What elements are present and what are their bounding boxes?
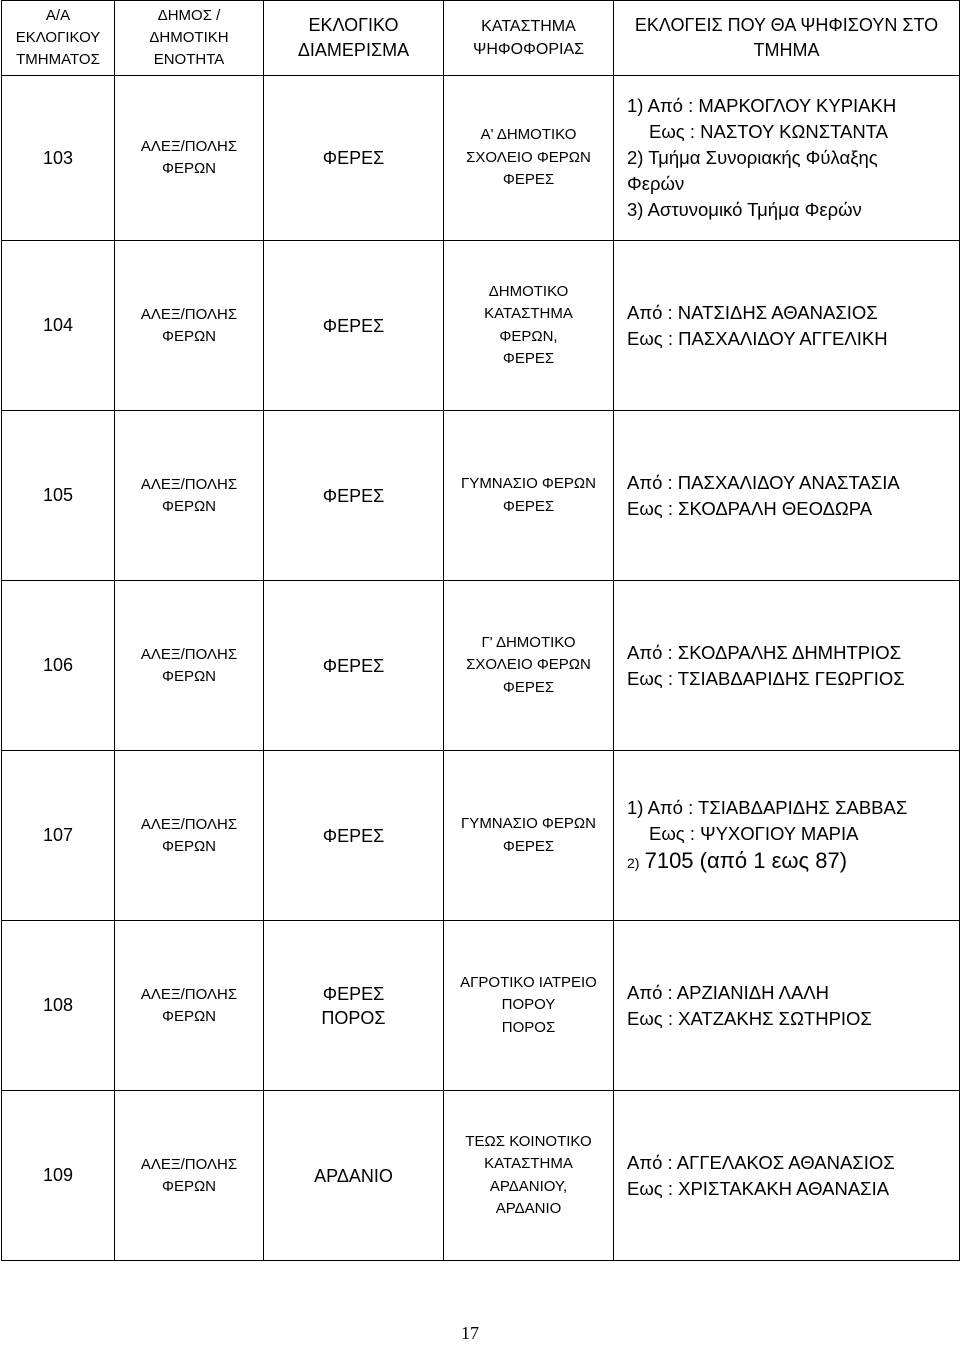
municipality-line: ΦΕΡΩΝ (161, 497, 217, 515)
table-row (2, 411, 960, 581)
municipality-cell (115, 751, 264, 921)
header-line: ΕΚΛΟΓΕΙΣ ΠΟΥ ΘΑ ΨΗΦΙΣΟΥΝ ΣΤΟ (634, 15, 939, 35)
municipality-cell (115, 581, 264, 751)
polling-station-line: ΦΕΡΕΣ (502, 678, 555, 696)
section-number-cell (2, 411, 115, 581)
polling-station-cell (444, 241, 614, 411)
polling-station-line: ΦΕΡΕΣ (502, 497, 555, 515)
polling-station-line: Α' ΔΗΜΟΤΙΚΟ (480, 126, 577, 144)
electoral-district-cell (264, 241, 444, 411)
electoral-district-cell (264, 411, 444, 581)
section-number-cell (2, 241, 115, 411)
polling-stations-table (1, 0, 960, 1261)
polling-station-line: ΓΥΜΝΑΣΙΟ ΦΕΡΩΝ (461, 475, 596, 492)
municipality-line: ΑΛΕΞ/ΠΟΛΗΣ (140, 305, 238, 323)
voters-line: Εως : ΨΥΧΟΓΙΟΥ ΜΑΡΙΑ (649, 822, 859, 844)
polling-station-cell (444, 76, 614, 241)
electoral-district: ΦΕΡΕΣ (322, 315, 385, 336)
electoral-district: ΦΕΡΕΣ (322, 485, 385, 506)
polling-station-line: ΚΑΤΑΣΤΗΜΑ (484, 305, 573, 322)
electoral-district: ΦΕΡΕΣ (322, 655, 385, 676)
polling-station-line: ΣΧΟΛΕΙΟ ΦΕΡΩΝ (466, 656, 591, 674)
municipality-cell (115, 411, 264, 581)
electoral-district: ΦΕΡΕΣ (322, 148, 385, 168)
polling-station-line: ΔΗΜΟΤΙΚΟ (488, 282, 569, 300)
voters-cell (614, 411, 960, 581)
electoral-district-cell (264, 76, 444, 241)
section-number-cell (2, 581, 115, 751)
header-line: ΤΜΗΜΑΤΟΣ (16, 51, 100, 68)
header-line: ΕΚΛΟΓΙΚΟΥ (15, 29, 101, 46)
header-line: ΕΚΛΟΓΙΚΟ (308, 15, 399, 35)
voters-line: 1) Από : ΤΣΙΑΒΔΑΡΙΔΗΣ ΣΑΒΒΑΣ (627, 796, 908, 818)
header-line: ΔΗΜΟΤΙΚΗ (149, 29, 229, 46)
header-cell-voters (614, 1, 960, 76)
polling-station-line: ΦΕΡΕΣ (502, 171, 555, 189)
section-number: 105 (42, 485, 74, 505)
voters-item-marker: 2) (627, 854, 640, 871)
electoral-district-cell (264, 751, 444, 921)
header-cell-electoral-district (264, 1, 444, 76)
table-header-row (2, 1, 960, 76)
voters-line: Εως : ΝΑΣΤΟΥ ΚΩΝΣΤΑΝΤΑ (649, 121, 889, 142)
header-line: ΔΙΑΜΕΡΙΣΜΑ (297, 40, 410, 60)
section-number: 106 (42, 655, 74, 675)
voters-line: Από : ΑΓΓΕΛΑΚΟΣ ΑΘΑΝΑΣΙΟΣ (627, 1151, 895, 1173)
voters-line: Εως : ΠΑΣΧΑΛΙΔΟΥ ΑΓΓΕΛΙΚΗ (627, 327, 888, 349)
section-number: 109 (42, 1165, 74, 1185)
voters-cell (614, 241, 960, 411)
voters-line (627, 847, 959, 877)
section-number: 104 (42, 315, 74, 335)
voters-line: 3) Αστυνομικό Τμήμα Φερών (627, 199, 862, 220)
voters-line: Από : ΣΚΟΔΡΑΛΗΣ ΔΗΜΗΤΡΙΟΣ (627, 641, 902, 663)
voters-cell (614, 1091, 960, 1261)
table-row (2, 241, 960, 411)
voters-line: Εως : ΣΚΟΔΡΑΛΗ ΘΕΟΔΩΡΑ (627, 497, 873, 519)
municipality-cell (115, 76, 264, 241)
header-cell-section-number (2, 1, 115, 76)
table-row (2, 76, 960, 241)
electoral-district: ΠΟΡΟΣ (321, 1007, 386, 1028)
voters-line: Από : ΑΡΖΙΑΝΙΔΗ ΛΑΛΗ (627, 981, 830, 1003)
section-number-cell (2, 751, 115, 921)
municipality-line: ΦΕΡΩΝ (161, 1177, 217, 1195)
voters-line: Εως : ΧΡΙΣΤΑΚΑΚΗ ΑΘΑΝΑΣΙΑ (627, 1177, 890, 1199)
table-row (2, 921, 960, 1091)
polling-station-line: Γ' ΔΗΜΟΤΙΚΟ (481, 633, 576, 651)
polling-station-line: ΦΕΡΕΣ (502, 837, 555, 855)
section-number: 108 (42, 995, 74, 1015)
table-row (2, 1091, 960, 1261)
polling-station-line: ΑΓΡΟΤΙΚΟ ΙΑΤΡΕΙΟ (460, 973, 597, 991)
electoral-district: ΑΡΔΑΝΙΟ (314, 1165, 393, 1186)
electoral-district-cell (264, 921, 444, 1091)
voters-cell (614, 581, 960, 751)
header-line: ΤΜΗΜΑ (753, 40, 820, 60)
polling-station-line: ΚΑΤΑΣΤΗΜΑ (484, 1155, 573, 1172)
section-number: 103 (42, 147, 74, 168)
polling-station-line: ΑΡΔΑΝΙΟ (495, 1200, 562, 1217)
polling-station-cell (444, 581, 614, 751)
municipality-line: ΦΕΡΩΝ (161, 837, 217, 855)
municipality-line: ΦΕΡΩΝ (161, 667, 217, 685)
polling-station-line: ΠΟΡΟΣ (501, 1018, 556, 1036)
voters-line: Εως : ΤΣΙΑΒΔΑΡΙΔΗΣ ΓΕΩΡΓΙΟΣ (627, 667, 905, 689)
section-number-cell (2, 1091, 115, 1261)
municipality-line: ΑΛΕΞ/ΠΟΛΗΣ (140, 475, 238, 493)
page-number: 17 (461, 1323, 479, 1343)
voters-line: Φερών (627, 173, 685, 194)
electoral-district: ΦΕΡΕΣ (322, 825, 385, 846)
polling-station-line: ΦΕΡΩΝ, (499, 327, 558, 345)
municipality-line: ΦΕΡΩΝ (161, 160, 217, 177)
section-number-cell (2, 921, 115, 1091)
voters-cell (614, 921, 960, 1091)
header-cell-municipality (115, 1, 264, 76)
electoral-district: ΦΕΡΕΣ (322, 983, 385, 1004)
municipality-line: ΑΛΕΞ/ΠΟΛΗΣ (140, 645, 238, 663)
polling-station-line: ΑΡΔΑΝΙΟΥ, (489, 1177, 568, 1195)
municipality-line: ΑΛΕΞ/ΠΟΛΗΣ (140, 985, 238, 1003)
polling-station-line: ΦΕΡΕΣ (502, 350, 555, 367)
voters-cell (614, 76, 960, 241)
municipality-cell (115, 1091, 264, 1261)
header-line: Α/Α (45, 7, 71, 24)
polling-station-cell (444, 921, 614, 1091)
municipality-line: ΑΛΕΞ/ΠΟΛΗΣ (140, 138, 238, 155)
header-line: ΔΗΜΟΣ / (157, 7, 221, 24)
polling-station-line: ΓΥΜΝΑΣΙΟ ΦΕΡΩΝ (461, 815, 596, 832)
municipality-line: ΦΕΡΩΝ (161, 1007, 217, 1025)
municipality-line: ΦΕΡΩΝ (161, 327, 217, 345)
polling-station-line: ΠΟΡΟΥ (501, 996, 556, 1014)
electoral-district-cell (264, 581, 444, 751)
electoral-district-cell (264, 1091, 444, 1261)
municipality-cell (115, 921, 264, 1091)
header-line: ΚΑΤΑΣΤΗΜΑ (481, 18, 576, 35)
polling-station-line: ΤΕΩΣ ΚΟΙΝΟΤΙΚΟ (465, 1132, 592, 1150)
voters-line: Εως : ΧΑΤΖΑΚΗΣ ΣΩΤΗΡΙΟΣ (627, 1007, 872, 1029)
polling-station-line: ΣΧΟΛΕΙΟ ΦΕΡΩΝ (466, 148, 591, 166)
voters-line: Από : ΠΑΣΧΑΛΙΔΟΥ ΑΝΑΣΤΑΣΙΑ (627, 471, 900, 493)
municipality-line: ΑΛΕΞ/ΠΟΛΗΣ (140, 815, 238, 833)
voters-line: 1) Από : ΜΑΡΚΟΓΛΟΥ ΚΥΡΙΑΚΗ (627, 95, 897, 116)
section-number: 107 (42, 825, 74, 845)
municipality-line: ΑΛΕΞ/ΠΟΛΗΣ (140, 1155, 238, 1173)
header-line: ΨΗΦΟΦΟΡΙΑΣ (472, 41, 585, 58)
table-row (2, 581, 960, 751)
table-row (2, 751, 960, 921)
municipality-cell (115, 241, 264, 411)
voters-registry-range: 7105 (από 1 εως 87) (644, 847, 848, 873)
section-number-cell (2, 76, 115, 241)
voters-cell (614, 751, 960, 921)
header-line: ΕΝΟΤΗΤΑ (153, 51, 225, 68)
header-cell-polling-station (444, 1, 614, 76)
polling-station-cell (444, 411, 614, 581)
voters-line: 2) Τμήμα Συνοριακής Φύλαξης (627, 147, 878, 168)
polling-station-cell (444, 751, 614, 921)
voters-line: Από : ΝΑΤΣΙΔΗΣ ΑΘΑΝΑΣΙΟΣ (627, 301, 878, 323)
polling-station-cell (444, 1091, 614, 1261)
